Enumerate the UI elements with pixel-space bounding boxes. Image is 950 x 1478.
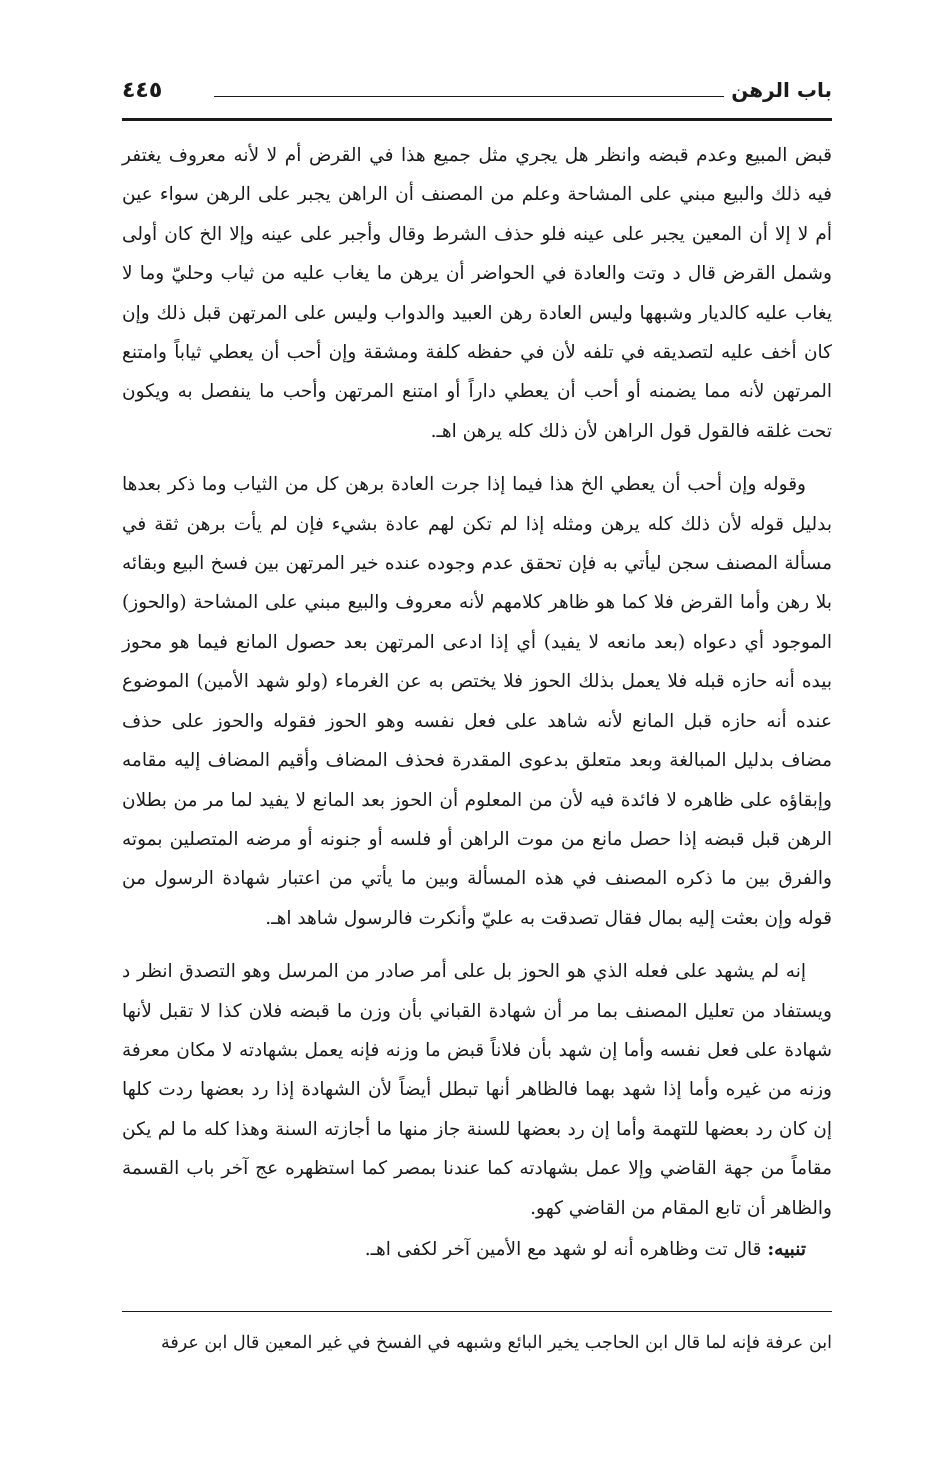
paragraph-2: وقوله وإن أحب أن يعطي الخ هذا فيما إذا جرت العادة برهن كل من الثياب وما ذكر بعدها بدليل قوله لأن ذلك كله يرهن ومثله إذا لم تكن لهم عادة بشيء فإن لم يأت برهن ثقة في مسألة المصنف سجن ليأتي به فإن تحقق عدم وجوده عنده خير المرتهن بين فسخ البيع وبقائه بلا رهن وأما القرض فلا كما هو ظاهر كلامهم لأنه معروف والبيع مبني على المشاحة (والحوز) الموجود أي دعواه (بعد مانعه لا يفيد) أي إذا ادعى المرتهن بعد حصول المانع فيما هو محوز بيده أنه حازه قبله فلا يعمل بذلك الحوز فلا يختص به عن الغرماء (ولو شهد الأمين) الموضوع عنده أنه حازه قبل المانع لأنه شاهد على فعل نفسه وهو الحوز فقوله والحوز على حذف مضاف بدليل المبالغة وبعد متعلق بدعوى المقدرة فحذف المضاف وأقيم المضاف إليه مقامه وإبقاؤه على ظاهره لا فائدة فيه لأن من المعلوم أن الحوز بعد المانع لا يفيد لما مر من بطلان الرهن قبل قبضه إذا حصل مانع من موت الراهن أو فلسه أو جنونه أو مرضه المتصلين بموته والفرق بين ما ذكره المصنف في هذه المسألة وبين ما يأتي من اعتبار شهادة الرسول من قوله وإن بعثت إليه بمال فقال تصدقت به عليّ وأنكرت فالرسول شاهد اهـ. <box>122 474 832 929</box>
main-text <box>122 136 832 1269</box>
paragraph-1: قبض المبيع وعدم قبضه وانظر هل يجري مثل جميع هذا في القرض أم لا لأنه معروف يغتفر فيه ذلك والبيع مبني على المشاحة وعلم من المصنف أن الراهن يجبر على الرهن سواء عين أم لا إلا أن المعين يجبر على عينه فلو حذف الشرط وقال وأجبر على عينه وإلا الخ كان أولى وشمل القرض قال د وتت والعادة في الحواضر أن يرهن ما يغاب عليه من ثياب وحليّ وما لا يغاب عليه كالديار وشبهها وليس العادة رهن العبيد والدواب وليس على المرتهن قبل ذلك وإن كان أخف عليه لتصديقه في تلفه لأن في حفظه كلفة ومشقة وإن أحب أن يعطي ثياباً وامتنع المرتهن لأنه مما يضمنه أو أحب أن يعطي داراً أو امتنع المرتهن وأحب ما ينفصل به ويكون تحت غلقه فالقول قول الراهن لأن ذلك كله يرهن اهـ. <box>122 145 832 442</box>
page-number: ٤٤٥ <box>122 78 163 103</box>
note-text: قال تت وظاهره أنه لو شهد مع الأمين آخر لكفى اهـ. <box>364 1238 762 1260</box>
header-leader-line <box>214 96 724 97</box>
running-header <box>122 78 832 108</box>
footnote-text: ابن عرفة فإنه لما قال ابن الحاجب يخير البائع وشبهه في الفسخ في غير المعين قال ابن عرفة <box>160 1333 832 1353</box>
note-paragraph <box>122 1230 832 1269</box>
paragraph-3: إنه لم يشهد على فعله الذي هو الحوز بل على أمر صادر من المرسل وهو التصدق انظر د ويستفاد من تعليل المصنف بما مر أن شهادة القباني بأن وزن ما قبضه فلان كذا لا تقبل لأنها شهادة على فعل نفسه وأما إن شهد بأن فلاناً قبض ما وزنه فإنه يعمل بشهادته لا مكان معرفة وزنه من غيره وأما إذا شهد بهما فالظاهر أنها تبطل أيضاً لأن الشهادة إذا رد بعضها ردت كلها إن كان رد بعضها للتهمة وأما إن رد بعضها للسنة جاز منها ما أجازته السنة وهذا كله ما لم يكن مقاماً من جهة القاضي وإلا عمل بشهادته كما عندنا بمصر كما استظهره عج آخر باب القسمة والظاهر أن تابع المقام من القاضي كهو. <box>122 961 832 1219</box>
note-label: تنبيه: <box>767 1238 806 1260</box>
footnote-rule <box>122 1311 832 1312</box>
header-rule <box>122 118 832 121</box>
chapter-title: باب الرهن <box>731 78 832 102</box>
footnote <box>122 1325 832 1361</box>
